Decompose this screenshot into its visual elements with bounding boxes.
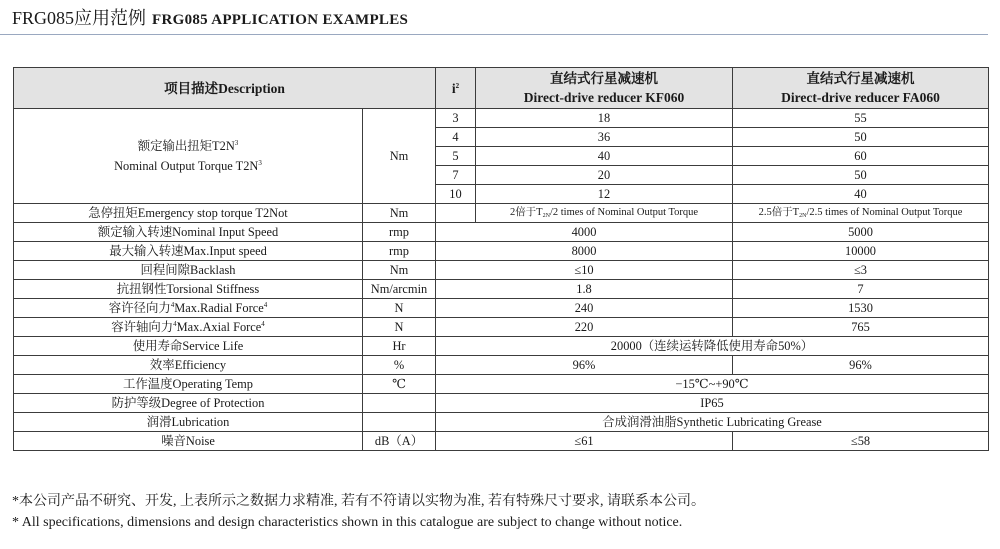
table-row — [14, 299, 989, 318]
torque-b-cell: 55 — [733, 109, 989, 128]
page-header — [12, 4, 408, 32]
table-row — [14, 394, 989, 413]
radial-b-cell: 1530 — [733, 299, 989, 318]
torque-label-cn-sup: 3 — [234, 139, 239, 147]
model-b-cn: 直结式行星减速机 — [806, 71, 915, 86]
max-speed-label: 最大输入转速Max.Input speed — [14, 242, 363, 261]
torque-label-cn — [16, 136, 360, 156]
table-row — [14, 109, 989, 128]
emergency-a-sub: 2N — [542, 213, 550, 219]
model-a-cn: 直结式行星减速机 — [550, 71, 658, 86]
torque-b-cell: 40 — [733, 185, 989, 204]
backlash-a-cell: ≤10 — [436, 261, 733, 280]
model-b-en: Direct-drive reducer FA060 — [781, 90, 940, 105]
stiffness-a-cell: 1.8 — [436, 280, 733, 299]
torque-a-cell: 18 — [476, 109, 733, 128]
radial-label — [14, 299, 363, 318]
table-row — [14, 223, 989, 242]
backlash-label: 回程间隙Backlash — [14, 261, 363, 280]
footnote-en: * All specifications, dimensions and design characteristics shown in this catalogue are subject to change without notice. — [12, 515, 683, 530]
lubrication-label: 润滑Lubrication — [14, 413, 363, 432]
ratio-cell: 5 — [436, 147, 476, 166]
axial-unit: N — [363, 318, 436, 337]
radial-label-sup: 4 — [170, 301, 175, 309]
lubrication-value-cell: 合成润滑油脂Synthetic Lubricating Grease — [436, 413, 989, 432]
torque-label-en-sup: 3 — [258, 159, 262, 167]
emergency-ratio-cell — [436, 204, 476, 223]
emergency-b-sub: 2N — [799, 213, 807, 219]
page-title-en: FRG085 APPLICATION EXAMPLES — [152, 12, 409, 28]
col-header-item: 项目描述Description — [14, 68, 436, 109]
emergency-a-pre: 2倍于T — [509, 207, 543, 218]
torque-a-cell: 12 — [476, 185, 733, 204]
torque-label-en — [16, 156, 360, 176]
efficiency-a-cell: 96% — [436, 356, 733, 375]
efficiency-b-cell: 96% — [733, 356, 989, 375]
table-row — [14, 375, 989, 394]
noise-label: 噪音Noise — [14, 432, 363, 451]
input-speed-unit: rmp — [363, 223, 436, 242]
efficiency-label: 效率Efficiency — [14, 356, 363, 375]
axial-label-sup: 4 — [173, 320, 177, 328]
emergency-a-cell — [476, 204, 733, 223]
emergency-unit: Nm — [363, 204, 436, 223]
col-header-model-a — [476, 68, 733, 109]
torque-b-cell: 50 — [733, 128, 989, 147]
ratio-cell: 3 — [436, 109, 476, 128]
radial-unit: N — [363, 299, 436, 318]
life-label: 使用寿命Service Life — [14, 337, 363, 356]
col-header-model-b — [733, 68, 989, 109]
max-speed-unit: rmp — [363, 242, 436, 261]
life-value-cell: 20000（连续运转降低使用寿命50%） — [436, 337, 989, 356]
torque-a-cell: 20 — [476, 166, 733, 185]
torque-b-cell: 60 — [733, 147, 989, 166]
torque-label-cn-text: 额定输出扭矩T2N — [137, 139, 235, 153]
axial-label-pre: 容许轴向力 — [111, 320, 174, 334]
radial-label-sup2: 4 — [263, 301, 268, 309]
backlash-b-cell: ≤3 — [733, 261, 989, 280]
radial-a-cell: 240 — [436, 299, 733, 318]
torque-unit: Nm — [363, 109, 436, 204]
table-row — [14, 356, 989, 375]
stiffness-label: 抗扭钢性Torsional Stiffness — [14, 280, 363, 299]
table-row — [14, 432, 989, 451]
torque-b-cell: 50 — [733, 166, 989, 185]
axial-b-cell: 765 — [733, 318, 989, 337]
emergency-a-post: /2 times of Nominal Output Torque — [549, 207, 699, 218]
noise-a-cell: ≤61 — [436, 432, 733, 451]
input-speed-b-cell: 5000 — [733, 223, 989, 242]
input-speed-label: 额定输入转速Nominal Input Speed — [14, 223, 363, 242]
table-header-row — [14, 68, 989, 109]
torque-a-cell: 36 — [476, 128, 733, 147]
emergency-b-pre: 2.5倍于T — [758, 207, 800, 218]
max-speed-a-cell: 8000 — [436, 242, 733, 261]
table-row — [14, 280, 989, 299]
footnotes — [12, 491, 705, 533]
table-row — [14, 204, 989, 223]
lubrication-unit — [363, 413, 436, 432]
noise-unit: dB（A） — [363, 432, 436, 451]
stiffness-b-cell: 7 — [733, 280, 989, 299]
torque-label-en-text: Nominal Output Torque T2N — [114, 159, 259, 173]
ratio-cell: 7 — [436, 166, 476, 185]
axial-a-cell: 220 — [436, 318, 733, 337]
torque-label — [14, 109, 363, 204]
axial-label-sup2: 4 — [261, 320, 265, 328]
spec-table — [13, 67, 989, 451]
header-divider — [0, 34, 988, 35]
page-title-cn: FRG085应用范例 — [12, 8, 147, 28]
input-speed-a-cell: 4000 — [436, 223, 733, 242]
radial-label-post: Max.Radial Force — [174, 301, 264, 315]
torque-a-cell: 40 — [476, 147, 733, 166]
emergency-label: 急停扭矩Emergency stop torque T2Not — [14, 204, 363, 223]
table-row — [14, 413, 989, 432]
max-speed-b-cell: 10000 — [733, 242, 989, 261]
footnote-cn: *本公司产品不研究、开发, 上表所示之数据力求精准, 若有不符请以实物为准, 若有特殊尺寸要求, 请联系本公司。 — [12, 494, 705, 509]
protection-value-cell: IP65 — [436, 394, 989, 413]
ratio-cell: 4 — [436, 128, 476, 147]
radial-label-pre: 容许径向力 — [108, 301, 171, 315]
efficiency-unit: % — [363, 356, 436, 375]
protection-unit — [363, 394, 436, 413]
protection-label: 防护等级Degree of Protection — [14, 394, 363, 413]
emergency-b-post: /2.5 times of Nominal Output Torque — [806, 207, 963, 218]
ratio-sup: 2 — [455, 81, 460, 90]
table-row — [14, 318, 989, 337]
table-row — [14, 261, 989, 280]
temp-value-cell: −15℃~+90℃ — [436, 375, 989, 394]
temp-unit: ℃ — [363, 375, 436, 394]
table-row — [14, 242, 989, 261]
ratio-cell: 10 — [436, 185, 476, 204]
axial-label-post: Max.Axial Force — [176, 320, 262, 334]
noise-b-cell: ≤58 — [733, 432, 989, 451]
temp-label: 工作温度Operating Temp — [14, 375, 363, 394]
col-header-ratio — [436, 68, 476, 109]
ratio-symbol: i — [451, 80, 456, 96]
emergency-b-cell — [733, 204, 989, 223]
axial-label — [14, 318, 363, 337]
backlash-unit: Nm — [363, 261, 436, 280]
model-a-en: Direct-drive reducer KF060 — [523, 90, 685, 105]
table-row — [14, 337, 989, 356]
life-unit: Hr — [363, 337, 436, 356]
stiffness-unit: Nm/arcmin — [363, 280, 436, 299]
